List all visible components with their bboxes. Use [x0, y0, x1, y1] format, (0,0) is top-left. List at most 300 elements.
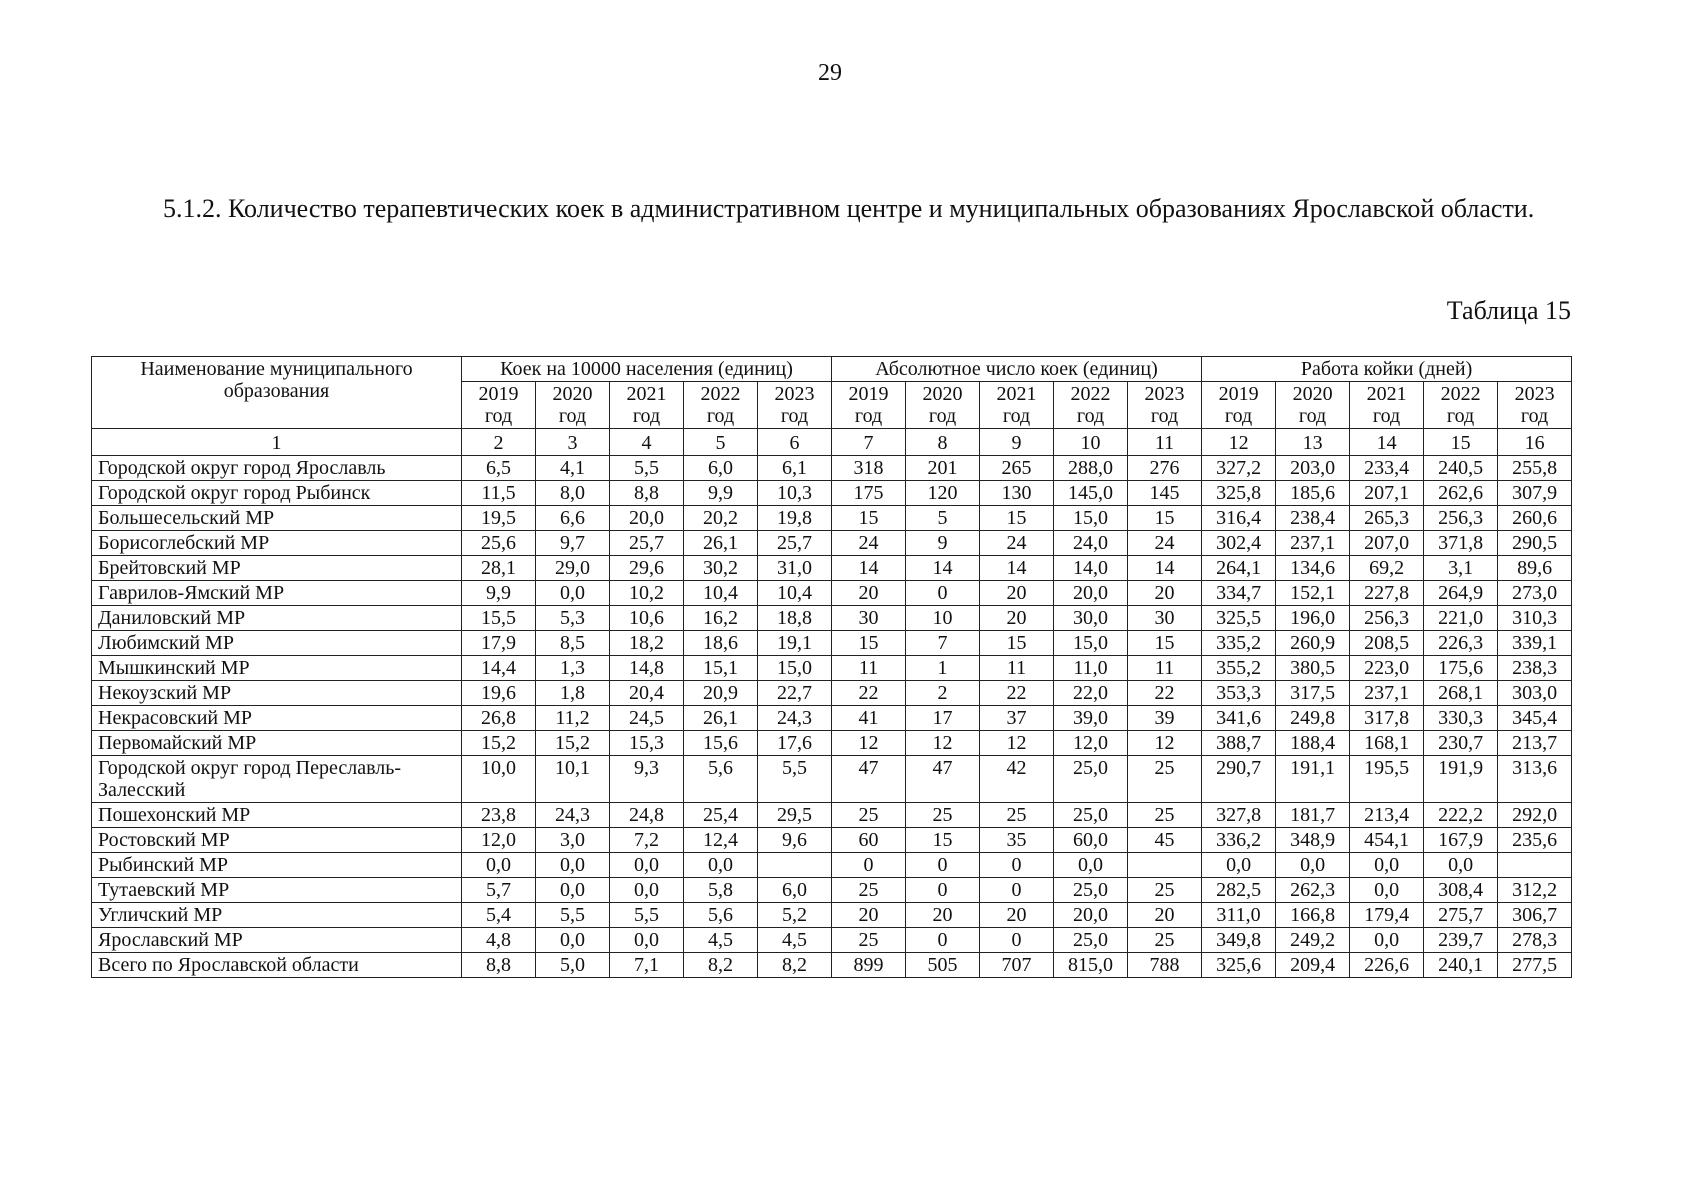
table-cell: 25: [1128, 803, 1202, 828]
table-cell: 313,6: [1498, 756, 1572, 803]
municipality-name: Любимский МР: [92, 631, 462, 656]
table-row: [92, 928, 1572, 953]
table-cell: 8,8: [610, 481, 684, 506]
municipality-name: Всего по Ярославской области: [92, 953, 462, 978]
table-cell: 17,9: [462, 631, 536, 656]
table-cell: 12: [906, 731, 980, 756]
municipality-name: Ростовский МР: [92, 828, 462, 853]
table-cell: 12: [832, 731, 906, 756]
table-cell: 10,0: [462, 756, 536, 803]
table-cell: 5: [906, 506, 980, 531]
table-cell: 25: [1128, 928, 1202, 953]
table-cell: 19,5: [462, 506, 536, 531]
table-cell: 15: [832, 506, 906, 531]
table-cell: 3,0: [536, 828, 610, 853]
table-cell: 0,0: [1350, 853, 1424, 878]
table-cell: 5,5: [610, 903, 684, 928]
column-number: 10: [1054, 429, 1128, 456]
table-cell: 188,4: [1276, 731, 1350, 756]
table-cell: 256,3: [1424, 506, 1498, 531]
table-cell: 226,6: [1350, 953, 1424, 978]
table-cell: 9,9: [462, 581, 536, 606]
table-cell: 348,9: [1276, 828, 1350, 853]
table-row: [92, 828, 1572, 853]
table-cell: 0,0: [1054, 853, 1128, 878]
table-cell: 22: [980, 681, 1054, 706]
table-cell: 0,0: [610, 928, 684, 953]
table-cell: 282,5: [1202, 878, 1276, 903]
table-cell: 249,8: [1276, 706, 1350, 731]
year-header: 2021 год: [610, 382, 684, 429]
table-cell: 41: [832, 706, 906, 731]
year-header: 2023 год: [1498, 382, 1572, 429]
table-cell: 249,2: [1276, 928, 1350, 953]
table-cell: 16,2: [684, 606, 758, 631]
table-cell: 11,5: [462, 481, 536, 506]
municipality-name: Городской округ город Ярославль: [92, 456, 462, 481]
table-cell: 196,0: [1276, 606, 1350, 631]
table-cell: 353,3: [1202, 681, 1276, 706]
table-cell: 10,4: [684, 581, 758, 606]
table-cell: 25: [1128, 878, 1202, 903]
column-number: 12: [1202, 429, 1276, 456]
table-cell: 325,8: [1202, 481, 1276, 506]
table-cell: 14,4: [462, 656, 536, 681]
table-cell: 15: [832, 631, 906, 656]
table-cell: 371,8: [1424, 531, 1498, 556]
table-cell: 237,1: [1276, 531, 1350, 556]
table-cell: 60: [832, 828, 906, 853]
table-cell: 15,0: [758, 656, 832, 681]
table-cell: 15,0: [1054, 631, 1128, 656]
table-cell: 9,9: [684, 481, 758, 506]
table-cell: 24,0: [1054, 531, 1128, 556]
table-cell: 335,2: [1202, 631, 1276, 656]
table-cell: 262,3: [1276, 878, 1350, 903]
table-cell: 15,6: [684, 731, 758, 756]
table-cell: 35: [980, 828, 1054, 853]
table-cell: 0,0: [536, 581, 610, 606]
table-cell: 20: [980, 581, 1054, 606]
table-cell: 15,2: [462, 731, 536, 756]
table-cell: 6,0: [758, 878, 832, 903]
table-cell: 5,7: [462, 878, 536, 903]
table-cell: 22: [1128, 681, 1202, 706]
year-header: 2021 год: [1350, 382, 1424, 429]
municipality-name: Мышкинский МР: [92, 656, 462, 681]
column-number: 7: [832, 429, 906, 456]
table-cell: 207,1: [1350, 481, 1424, 506]
table-cell: 265,3: [1350, 506, 1424, 531]
year-header: 2019 год: [462, 382, 536, 429]
table-cell: 454,1: [1350, 828, 1424, 853]
table-cell: 260,9: [1276, 631, 1350, 656]
table-cell: 3,1: [1424, 556, 1498, 581]
group-header-absolute-beds: Абсолютное число коек (единиц): [832, 357, 1202, 382]
table-cell: 0: [980, 878, 1054, 903]
table-cell: 30: [832, 606, 906, 631]
table-cell: 316,4: [1202, 506, 1276, 531]
table-cell: 345,4: [1498, 706, 1572, 731]
year-header: 2019 год: [832, 382, 906, 429]
table-cell: 1: [906, 656, 980, 681]
table-cell: 9,6: [758, 828, 832, 853]
table-cell: 302,4: [1202, 531, 1276, 556]
table-cell: 8,5: [536, 631, 610, 656]
table-cell: 47: [906, 756, 980, 803]
table-cell: 145: [1128, 481, 1202, 506]
table-cell: 12,0: [1054, 731, 1128, 756]
table-cell: 26,1: [684, 531, 758, 556]
table-cell: 25: [832, 803, 906, 828]
municipality-name: Даниловский МР: [92, 606, 462, 631]
table-cell: 239,7: [1424, 928, 1498, 953]
table-cell: 8,2: [758, 953, 832, 978]
table-cell: 707: [980, 953, 1054, 978]
column-number: 16: [1498, 429, 1572, 456]
table-cell: 380,5: [1276, 656, 1350, 681]
table-cell: 265: [980, 456, 1054, 481]
table-row: [92, 903, 1572, 928]
table-cell: 4,5: [684, 928, 758, 953]
table-cell: 5,6: [684, 903, 758, 928]
table-cell: 226,3: [1424, 631, 1498, 656]
table-cell: 191,9: [1424, 756, 1498, 803]
table-cell: 24,3: [536, 803, 610, 828]
table-cell: 336,2: [1202, 828, 1276, 853]
table-cell: 20: [906, 903, 980, 928]
table-cell: 276: [1128, 456, 1202, 481]
table-cell: 260,6: [1498, 506, 1572, 531]
table-cell: 240,5: [1424, 456, 1498, 481]
table-cell: 5,6: [684, 756, 758, 803]
table-cell: 24,8: [610, 803, 684, 828]
table-cell: 120: [906, 481, 980, 506]
table-cell: 208,5: [1350, 631, 1424, 656]
table-cell: 12: [1128, 731, 1202, 756]
table-cell: 15,1: [684, 656, 758, 681]
municipality-name: Первомайский МР: [92, 731, 462, 756]
table-cell: 25,0: [1054, 928, 1128, 953]
table-cell: 20,0: [1054, 581, 1128, 606]
group-header-per-10000: Коек на 10000 населения (единиц): [462, 357, 832, 382]
table-cell: 24: [1128, 531, 1202, 556]
table-cell: 15,3: [610, 731, 684, 756]
table-cell: 310,3: [1498, 606, 1572, 631]
table-cell: 18,2: [610, 631, 684, 656]
table-cell: 5,3: [536, 606, 610, 631]
table-cell: 175: [832, 481, 906, 506]
table-cell: 47: [832, 756, 906, 803]
column-number: 5: [684, 429, 758, 456]
table-cell: 30,0: [1054, 606, 1128, 631]
table-row: [92, 606, 1572, 631]
table-cell: 262,6: [1424, 481, 1498, 506]
table-cell: 168,1: [1350, 731, 1424, 756]
table-cell: 152,1: [1276, 581, 1350, 606]
municipality-name: Гаврилов-Ямский МР: [92, 581, 462, 606]
table-cell: 166,8: [1276, 903, 1350, 928]
table-cell: 240,1: [1424, 953, 1498, 978]
table-cell: 0,0: [610, 878, 684, 903]
table-cell: 167,9: [1424, 828, 1498, 853]
group-header-row: [92, 357, 1572, 382]
table-cell: 4,8: [462, 928, 536, 953]
table-cell: 355,2: [1202, 656, 1276, 681]
table-cell: 20: [832, 581, 906, 606]
table-cell: 7,1: [610, 953, 684, 978]
table-cell: 0: [832, 853, 906, 878]
table-cell: 312,2: [1498, 878, 1572, 903]
municipality-name: Городской округ город Переславль-Залесский: [92, 756, 462, 803]
table-cell: 308,4: [1424, 878, 1498, 903]
table-cell: 42: [980, 756, 1054, 803]
table-cell: 14: [1128, 556, 1202, 581]
table-cell: 19,8: [758, 506, 832, 531]
table-cell: 181,7: [1276, 803, 1350, 828]
table-cell: 0,0: [462, 853, 536, 878]
bed-statistics-table: [91, 356, 1572, 978]
table-cell: 227,8: [1350, 581, 1424, 606]
table-cell: 899: [832, 953, 906, 978]
table-cell: 0,0: [536, 928, 610, 953]
table-row: [92, 506, 1572, 531]
table-cell: 10,4: [758, 581, 832, 606]
table-cell: 15,5: [462, 606, 536, 631]
table-cell: 230,7: [1424, 731, 1498, 756]
table-cell: 203,0: [1276, 456, 1350, 481]
table-row: [92, 631, 1572, 656]
table-cell: 318: [832, 456, 906, 481]
table-cell: 223,0: [1350, 656, 1424, 681]
table-cell: 22: [832, 681, 906, 706]
year-header: 2021 год: [980, 382, 1054, 429]
table-cell: 185,6: [1276, 481, 1350, 506]
table-cell: 275,7: [1424, 903, 1498, 928]
municipality-name: Пошехонский МР: [92, 803, 462, 828]
table-cell: 325,5: [1202, 606, 1276, 631]
table-cell: 349,8: [1202, 928, 1276, 953]
table-row: [92, 803, 1572, 828]
group-header-bed-days: Работа койки (дней): [1202, 357, 1572, 382]
table-cell: 15: [1128, 631, 1202, 656]
year-header: 2022 год: [1054, 382, 1128, 429]
table-cell: 69,2: [1350, 556, 1424, 581]
municipality-name: Городской округ город Рыбинск: [92, 481, 462, 506]
table-cell: 1,8: [536, 681, 610, 706]
table-cell: 0: [980, 853, 1054, 878]
table-cell: 14,0: [1054, 556, 1128, 581]
table-cell: 18,8: [758, 606, 832, 631]
table-cell: [1128, 853, 1202, 878]
table-cell: 0: [906, 853, 980, 878]
table-cell: 29,5: [758, 803, 832, 828]
table-cell: 20,9: [684, 681, 758, 706]
table-cell: 15: [906, 828, 980, 853]
table-cell: 195,5: [1350, 756, 1424, 803]
table-body: [92, 456, 1572, 978]
table-cell: 145,0: [1054, 481, 1128, 506]
table-cell: 290,7: [1202, 756, 1276, 803]
table-cell: 0,0: [536, 878, 610, 903]
table-cell: 7,2: [610, 828, 684, 853]
table-cell: 25,7: [610, 531, 684, 556]
table-cell: 22,7: [758, 681, 832, 706]
table-row: [92, 756, 1572, 803]
column-number: 8: [906, 429, 980, 456]
table-cell: 264,9: [1424, 581, 1498, 606]
table-cell: 8,8: [462, 953, 536, 978]
table-cell: 5,4: [462, 903, 536, 928]
municipality-name: Некоузский МР: [92, 681, 462, 706]
table-cell: 25: [980, 803, 1054, 828]
table-cell: 25,7: [758, 531, 832, 556]
table-cell: 24,3: [758, 706, 832, 731]
table-cell: 30,2: [684, 556, 758, 581]
table-cell: 15: [1128, 506, 1202, 531]
table-cell: 17: [906, 706, 980, 731]
table-cell: 20: [980, 903, 1054, 928]
table-row: [92, 953, 1572, 978]
table-cell: 12,4: [684, 828, 758, 853]
table-cell: 10,2: [610, 581, 684, 606]
table-cell: 29,0: [536, 556, 610, 581]
year-header: 2023 год: [758, 382, 832, 429]
table-cell: 30: [1128, 606, 1202, 631]
table-cell: 26,8: [462, 706, 536, 731]
table-cell: 17,6: [758, 731, 832, 756]
table-cell: 10: [906, 606, 980, 631]
table-cell: 213,4: [1350, 803, 1424, 828]
table-cell: 288,0: [1054, 456, 1128, 481]
table-cell: 134,6: [1276, 556, 1350, 581]
table-cell: 15: [980, 631, 1054, 656]
table-cell: 290,5: [1498, 531, 1572, 556]
table-cell: 26,1: [684, 706, 758, 731]
table-row: [92, 556, 1572, 581]
column-number-row: [92, 429, 1572, 456]
table-cell: 15,2: [536, 731, 610, 756]
table-cell: 5,2: [758, 903, 832, 928]
table-cell: 11: [1128, 656, 1202, 681]
table-cell: 334,7: [1202, 581, 1276, 606]
table-cell: 235,6: [1498, 828, 1572, 853]
table-cell: 10,3: [758, 481, 832, 506]
table-cell: 256,3: [1350, 606, 1424, 631]
municipality-name: Ярославский МР: [92, 928, 462, 953]
table-cell: 25,0: [1054, 756, 1128, 803]
table-cell: 221,0: [1424, 606, 1498, 631]
year-header: 2020 год: [1276, 382, 1350, 429]
municipality-name: Большесельский МР: [92, 506, 462, 531]
table-cell: 10,6: [610, 606, 684, 631]
table-cell: 25: [906, 803, 980, 828]
table-cell: [758, 853, 832, 878]
table-cell: 0,0: [1276, 853, 1350, 878]
table-cell: 0,0: [1202, 853, 1276, 878]
table-cell: 311,0: [1202, 903, 1276, 928]
table-cell: 237,1: [1350, 681, 1424, 706]
table-cell: 273,0: [1498, 581, 1572, 606]
table-row: [92, 706, 1572, 731]
column-number: 6: [758, 429, 832, 456]
table-cell: 11,2: [536, 706, 610, 731]
table-cell: 5,0: [536, 953, 610, 978]
table-cell: 0: [906, 581, 980, 606]
table-cell: 25,0: [1054, 803, 1128, 828]
municipality-name: Рыбинский МР: [92, 853, 462, 878]
table-cell: 11: [832, 656, 906, 681]
table-cell: 20: [832, 903, 906, 928]
table-cell: 5,5: [610, 456, 684, 481]
table-cell: 29,6: [610, 556, 684, 581]
table-cell: 325,6: [1202, 953, 1276, 978]
table-cell: 14: [906, 556, 980, 581]
table-cell: 339,1: [1498, 631, 1572, 656]
table-cell: 213,7: [1498, 731, 1572, 756]
table-row: [92, 481, 1572, 506]
table-cell: 20: [1128, 903, 1202, 928]
table-cell: 4,5: [758, 928, 832, 953]
table-row: [92, 853, 1572, 878]
table-cell: 9,3: [610, 756, 684, 803]
table-cell: 45: [1128, 828, 1202, 853]
table-label: Таблица 15: [1446, 296, 1571, 325]
table-row: [92, 456, 1572, 481]
table-cell: 505: [906, 953, 980, 978]
municipality-name: Угличский МР: [92, 903, 462, 928]
table-cell: 18,6: [684, 631, 758, 656]
year-header: 2023 год: [1128, 382, 1202, 429]
table-cell: 39: [1128, 706, 1202, 731]
table-cell: 815,0: [1054, 953, 1128, 978]
table-cell: 264,1: [1202, 556, 1276, 581]
table-cell: 25,6: [462, 531, 536, 556]
table-cell: 4,1: [536, 456, 610, 481]
table-cell: 175,6: [1424, 656, 1498, 681]
year-header: 2020 год: [536, 382, 610, 429]
table-cell: 0,0: [684, 853, 758, 878]
column-number: 3: [536, 429, 610, 456]
column-number: 14: [1350, 429, 1424, 456]
table-cell: 11,0: [1054, 656, 1128, 681]
table-cell: 0,0: [536, 853, 610, 878]
table-cell: 20: [980, 606, 1054, 631]
table-cell: 6,6: [536, 506, 610, 531]
municipality-name: Некрасовский МР: [92, 706, 462, 731]
table-cell: 191,1: [1276, 756, 1350, 803]
table-cell: 20,0: [610, 506, 684, 531]
table-cell: 207,0: [1350, 531, 1424, 556]
table-cell: 5,5: [536, 903, 610, 928]
municipality-name-header: Наименование муниципального образования: [92, 357, 462, 429]
municipality-name: Брейтовский МР: [92, 556, 462, 581]
table-cell: 0,0: [1350, 878, 1424, 903]
page-number: 29: [818, 60, 842, 86]
table-row: [92, 681, 1572, 706]
table-cell: 20: [1128, 581, 1202, 606]
table-cell: 10,1: [536, 756, 610, 803]
table-cell: 11: [980, 656, 1054, 681]
column-number: 4: [610, 429, 684, 456]
table-cell: 28,1: [462, 556, 536, 581]
year-header: 2019 год: [1202, 382, 1276, 429]
table-cell: 130: [980, 481, 1054, 506]
table-cell: 238,4: [1276, 506, 1350, 531]
municipality-name: Борисоглебский МР: [92, 531, 462, 556]
table-cell: 25: [832, 928, 906, 953]
table-row: [92, 656, 1572, 681]
